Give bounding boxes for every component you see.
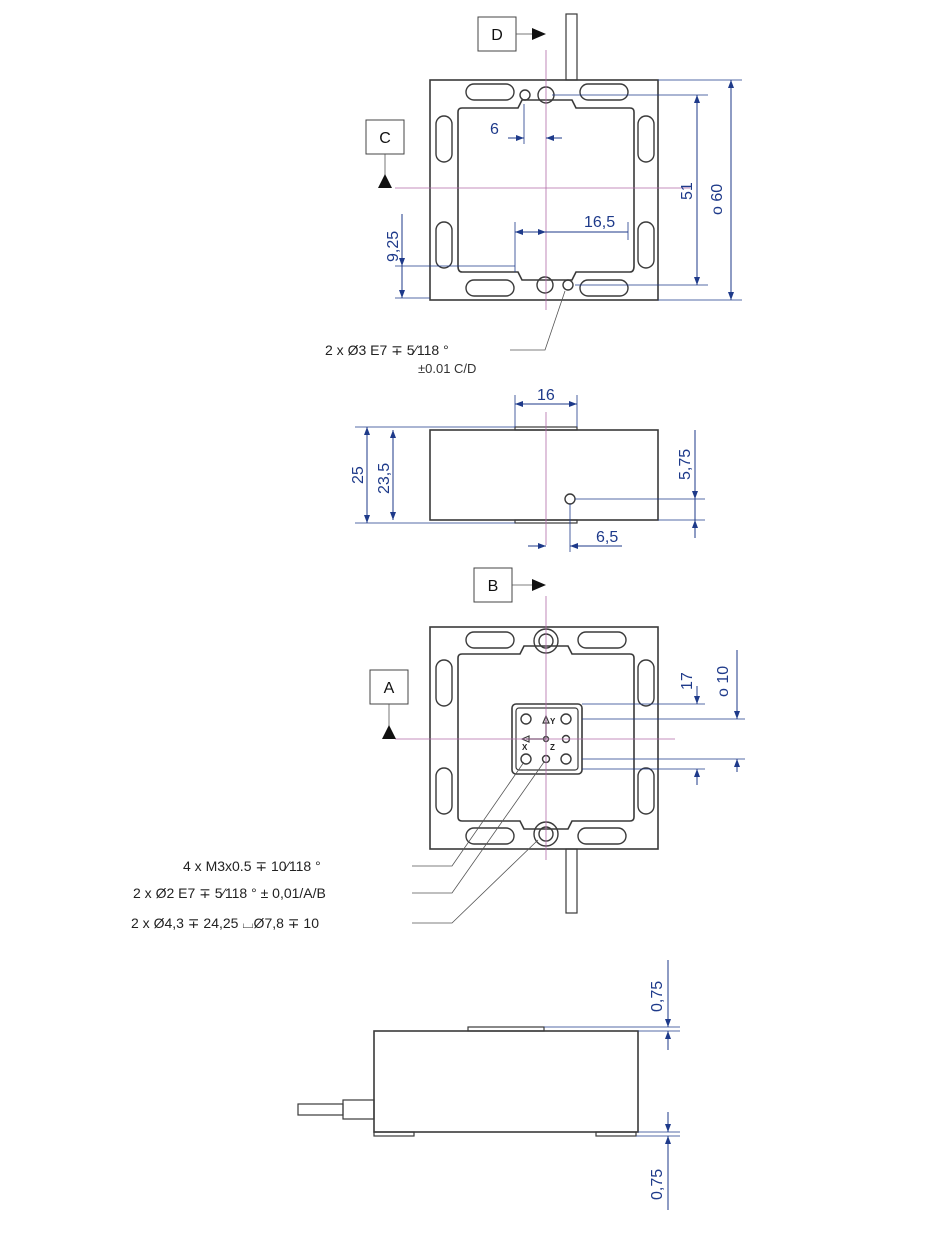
top-cable [566,14,577,80]
top-slot-br-h [580,280,628,296]
dim-16-5: 16,5 [584,214,616,231]
bottom-callout-threads: 4 x M3x0.5 ∓ 10⁄118 ° [183,858,321,874]
dim-6-5: 6,5 [596,529,619,546]
dim-0-75-bottom: 0,75 [649,1168,666,1200]
dim-9-25: 9,25 [385,230,402,262]
dim-51: 51 [679,182,696,200]
top-tolerance-callout: ±0.01 C/D [418,361,477,376]
datum-a-marker [382,725,396,739]
top-slot-bl-h [466,280,514,296]
bottom-view [131,568,745,931]
front-top-plate [468,1027,544,1031]
datum-d-marker [532,28,546,40]
dim-25: 25 [350,466,367,484]
axis-y-label: Y [550,717,556,726]
top-outer-frame [430,80,658,300]
thread-hole-4 [561,754,571,764]
top-holes-callout: 2 x Ø3 E7 ∓ 5⁄118 ° [325,342,449,358]
bottom-callout-pins: 2 x Ø2 E7 ∓ 5⁄118 ° ± 0,01/A/B [133,885,326,901]
datum-b-label: B [487,578,499,595]
dim-10: o 10 [715,665,732,697]
axis-x-label: X [522,743,528,752]
top-pin-hole-top [520,90,530,100]
dim-23-5: 23,5 [376,462,393,494]
top-slot-rt-v [638,116,654,162]
bottom-slot-br-h [578,828,626,844]
top-slot-lb-v [436,222,452,268]
axis-z-label: Z [550,743,555,752]
dim-60: o 60 [709,183,726,215]
front-view [298,960,680,1210]
datum-d-label: D [491,27,503,44]
thread-hole-1 [521,714,531,724]
top-slot-lt-v [436,116,452,162]
bottom-cable [566,849,577,913]
datum-c-label: C [379,130,391,147]
side-view [350,387,705,552]
side-body [430,430,658,520]
bottom-slot-tr-h [578,632,626,648]
dim-5-75: 5,75 [677,448,694,480]
top-pin-hole-bottom [563,280,573,290]
bottom-slot-rb-v [638,768,654,814]
bottom-slot-lb-v [436,768,452,814]
dim-6: 6 [490,121,499,138]
thread-hole-2 [561,714,571,724]
top-slot-rb-v [638,222,654,268]
top-view [325,14,742,376]
bottom-slot-rt-v [638,660,654,706]
datum-c-marker [378,174,392,188]
bottom-slot-lt-v [436,660,452,706]
front-cable [298,1104,343,1115]
top-slot-tr-h [580,84,628,100]
side-hole [565,494,575,504]
front-foot-left [374,1132,414,1136]
front-body [374,1031,638,1132]
front-cable-gland [343,1100,374,1119]
front-foot-right [596,1132,636,1136]
dim-0-75-top: 0,75 [649,980,666,1012]
dim-16: 16 [537,387,555,404]
bottom-slot-tl-h [466,632,514,648]
dim-17: 17 [679,672,696,690]
datum-a-label: A [383,680,395,697]
top-slot-tl-h [466,84,514,100]
bottom-callout-cbores: 2 x Ø4,3 ∓ 24,25 ⌴Ø7,8 ∓ 10 [131,915,319,931]
datum-b-marker [532,579,546,591]
thread-hole-3 [521,754,531,764]
